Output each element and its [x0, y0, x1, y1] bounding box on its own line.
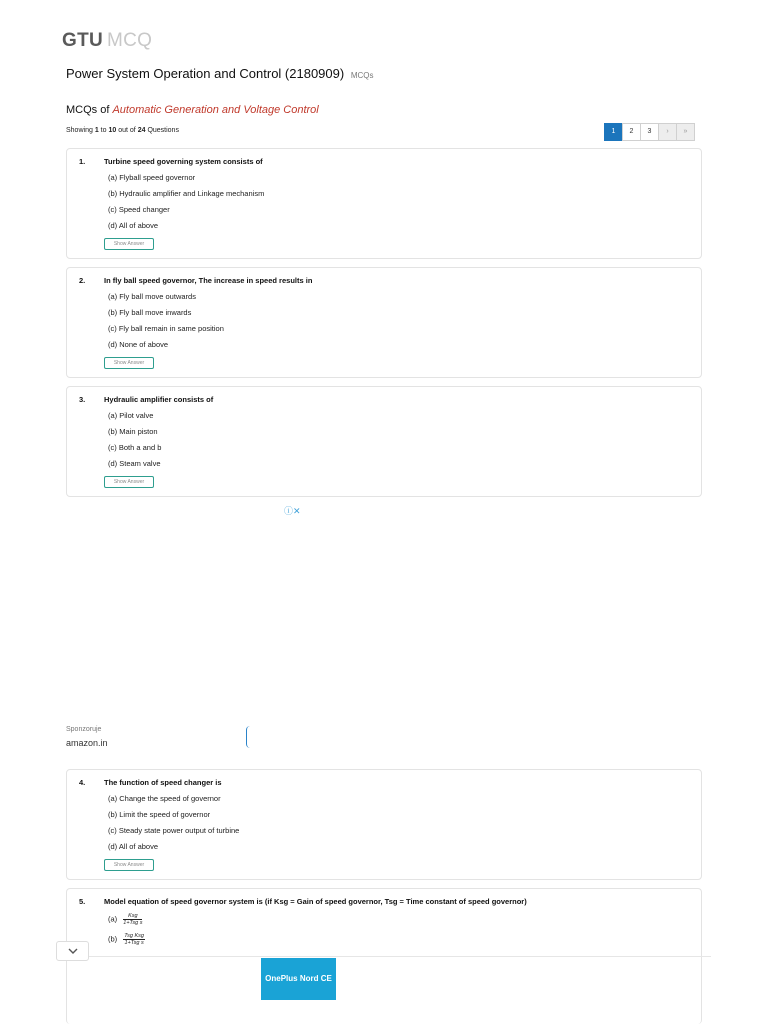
option-c: (c) Speed changer	[108, 205, 170, 214]
question-number: 3.	[79, 395, 86, 404]
showing-out-of: out of	[118, 127, 136, 134]
fraction-denominator: 1+Tsg s	[124, 940, 144, 946]
showing-total: 24	[137, 127, 146, 134]
fraction-denominator: 1+Tsg s	[123, 920, 143, 926]
option-a	[108, 913, 145, 933]
option-d: (d) Steam valve	[108, 459, 161, 468]
show-answer-button[interactable]: Show Answer	[104, 859, 154, 871]
question-card-4	[66, 769, 702, 880]
ad-banner[interactable]: OnePlus Nord CE	[261, 958, 336, 1000]
option-b: (b) Limit the speed of governor	[108, 810, 211, 819]
section-title	[66, 104, 319, 116]
page-3-button[interactable]: 3	[640, 123, 659, 141]
page-title-tag: MCQs	[350, 71, 374, 80]
option-a: (a) Change the speed of governor	[108, 794, 221, 803]
show-answer-button[interactable]: Show Answer	[104, 357, 154, 369]
sponsor-site-link[interactable]: amazon.in	[66, 738, 108, 748]
showing-prefix: Showing	[66, 127, 93, 134]
pagination	[605, 123, 695, 141]
option-b-label: (b)	[108, 934, 118, 944]
showing-count	[66, 127, 179, 134]
question-number: 2.	[79, 276, 86, 285]
question-text: Model equation of speed governor system is (if Ksg = Gain of speed governor, Tsg = Time constant of speed governor)	[104, 897, 527, 906]
question-card-3	[66, 386, 702, 497]
sticky-ad-divider	[56, 956, 711, 957]
showing-to-word: to	[100, 127, 107, 134]
question-card-1	[66, 148, 702, 259]
show-answer-button[interactable]: Show Answer	[104, 238, 154, 250]
option-a: (a) Flyball speed governor	[108, 173, 196, 182]
ad-bracket-icon	[246, 726, 251, 748]
option-list	[108, 411, 161, 475]
logo-bold: GTU	[62, 30, 104, 51]
question-text: Turbine speed governing system consists of	[104, 157, 263, 166]
logo-light: MCQ	[107, 30, 153, 51]
ad-choices-close-icon[interactable]: ⓘ✕	[284, 506, 301, 516]
showing-to: 10	[108, 127, 117, 134]
option-a: (a) Pilot valve	[108, 411, 154, 420]
question-text: Hydraulic amplifier consists of	[104, 395, 214, 404]
page-2-button[interactable]: 2	[622, 123, 641, 141]
sponsor-label: Sponzoruje	[66, 726, 102, 733]
page-title	[66, 66, 374, 81]
section-topic: Automatic Generation and Voltage Control	[112, 104, 319, 116]
option-list	[108, 292, 224, 356]
fraction-numerator: Tsg Ksg	[124, 933, 144, 939]
option-c: (c) Both a and b	[108, 443, 162, 452]
option-a-fraction	[123, 913, 142, 926]
option-list	[108, 794, 239, 858]
option-b: (b) Hydraulic amplifier and Linkage mechanism	[108, 189, 265, 198]
page-title-text: Power System Operation and Control (2180909)	[66, 66, 345, 81]
site-logo[interactable]	[62, 30, 152, 52]
show-answer-button[interactable]: Show Answer	[104, 476, 154, 488]
question-text: In fly ball speed governor, The increase in speed results in	[104, 276, 313, 285]
section-prefix: MCQs of	[66, 104, 110, 116]
showing-suffix: Questions	[147, 127, 179, 134]
option-b-fraction	[123, 933, 145, 946]
option-d: (d) All of above	[108, 842, 159, 851]
option-b	[108, 933, 145, 953]
option-d: (d) None of above	[108, 340, 169, 349]
page-1-button[interactable]: 1	[604, 123, 623, 141]
option-c: (c) Steady state power output of turbine	[108, 826, 240, 835]
question-number: 4.	[79, 778, 86, 787]
option-c: (c) Fly ball remain in same position	[108, 324, 224, 333]
option-d: (d) All of above	[108, 221, 159, 230]
question-number: 5.	[79, 897, 86, 906]
question-number: 1.	[79, 157, 86, 166]
chevron-down-icon	[68, 948, 78, 955]
next-page-button[interactable]: ›	[658, 123, 677, 141]
option-b: (b) Main piston	[108, 427, 158, 436]
showing-from: 1	[94, 127, 99, 134]
last-page-button[interactable]: »	[676, 123, 695, 141]
option-list	[108, 913, 145, 953]
collapse-ad-button[interactable]	[56, 941, 89, 961]
option-a-label: (a)	[108, 914, 118, 924]
option-b: (b) Fly ball move inwards	[108, 308, 192, 317]
option-list	[108, 173, 264, 237]
fraction-numerator: Ksg	[123, 913, 142, 920]
question-card-2	[66, 267, 702, 378]
question-text: The function of speed changer is	[104, 778, 222, 787]
option-a: (a) Fly ball move outwards	[108, 292, 196, 301]
